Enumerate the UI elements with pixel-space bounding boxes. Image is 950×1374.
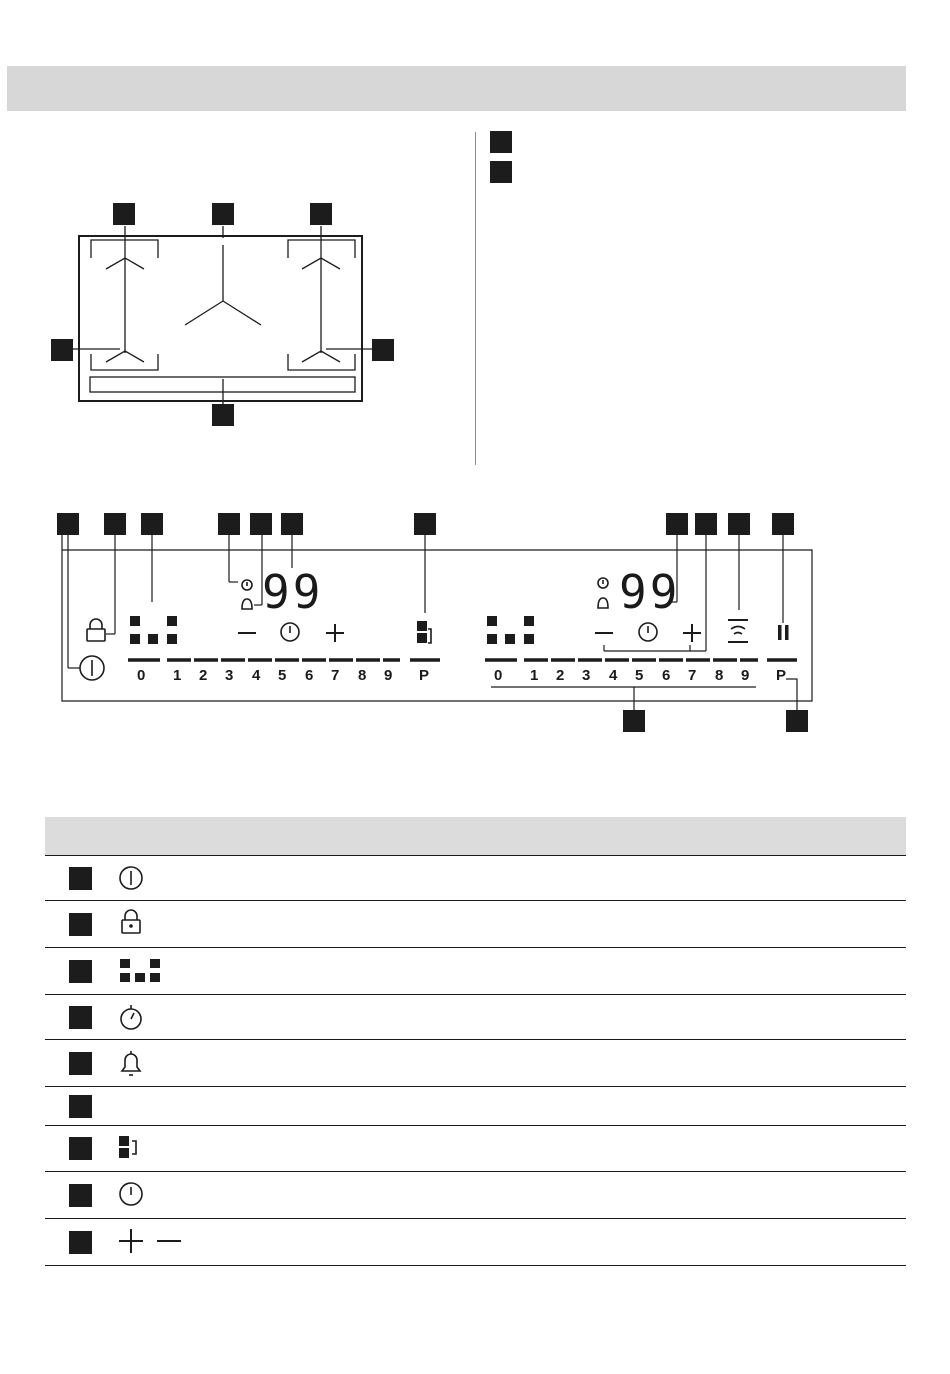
legend-table bbox=[45, 817, 906, 1266]
scale-label[interactable]: 5 bbox=[278, 667, 287, 684]
scale-label[interactable]: 1 bbox=[530, 667, 539, 684]
callout-zone-top-right bbox=[310, 203, 332, 225]
row-number-badge bbox=[69, 1137, 92, 1160]
scale-label[interactable]: 8 bbox=[358, 667, 367, 684]
table-row bbox=[45, 856, 906, 901]
zone-bridge-icon-left[interactable] bbox=[130, 616, 177, 644]
legend-table-header bbox=[45, 817, 906, 855]
row-number-badge bbox=[69, 913, 92, 936]
lock-icon bbox=[118, 901, 148, 947]
bridge-select-icon bbox=[119, 1126, 149, 1171]
scale-label[interactable]: 7 bbox=[331, 667, 340, 684]
zone-bridge-icon bbox=[120, 948, 170, 994]
table-row bbox=[45, 1219, 906, 1266]
scale-label[interactable]: 0 bbox=[494, 667, 503, 684]
scale-label[interactable]: 2 bbox=[556, 667, 565, 684]
plus-minus-icons bbox=[119, 1219, 189, 1265]
table-row bbox=[45, 995, 906, 1040]
power-scale-right bbox=[485, 667, 805, 689]
bell-icon-left bbox=[242, 599, 252, 609]
column-divider bbox=[475, 132, 476, 465]
scale-label[interactable]: 4 bbox=[252, 667, 261, 684]
legend-key-2 bbox=[490, 161, 512, 183]
power-scale-left bbox=[128, 667, 448, 689]
callout-zone-right bbox=[372, 339, 394, 361]
bridge-select-icon[interactable] bbox=[428, 629, 431, 643]
scale-label[interactable]: 7 bbox=[688, 667, 697, 684]
bridge-squares-icon[interactable] bbox=[417, 621, 427, 643]
row-number-badge bbox=[69, 867, 92, 890]
scale-label[interactable]: 9 bbox=[384, 667, 393, 684]
scale-label[interactable]: 3 bbox=[582, 667, 591, 684]
row-number-badge bbox=[69, 1006, 92, 1029]
table-row bbox=[45, 948, 906, 995]
scale-label[interactable]: 2 bbox=[199, 667, 208, 684]
bell-icon-right bbox=[598, 598, 608, 608]
table-row bbox=[45, 1087, 906, 1126]
scale-label[interactable]: 0 bbox=[137, 667, 146, 684]
timer-clock-icon bbox=[118, 1172, 148, 1218]
bell-icon bbox=[118, 1040, 148, 1086]
table-row bbox=[45, 901, 906, 948]
scale-label[interactable]: 1 bbox=[173, 667, 182, 684]
scale-label[interactable]: 3 bbox=[225, 667, 234, 684]
scale-label[interactable]: P bbox=[419, 667, 430, 684]
scale-label[interactable]: P bbox=[776, 667, 787, 684]
table-row bbox=[45, 1040, 906, 1087]
callout-control-panel bbox=[212, 404, 234, 426]
callout-zone-top-center bbox=[212, 203, 234, 225]
timer-display-left: 99 bbox=[262, 565, 324, 619]
row-number-badge bbox=[69, 1095, 92, 1118]
callout-zone-top-left bbox=[113, 203, 135, 225]
scale-label[interactable]: 6 bbox=[662, 667, 671, 684]
control-panel-diagram bbox=[0, 505, 950, 745]
zone-bridge-icon-right[interactable] bbox=[487, 616, 534, 644]
panel-icons-svg bbox=[0, 505, 950, 745]
timer-display-right: 99 bbox=[619, 565, 681, 619]
table-row bbox=[45, 1172, 906, 1219]
legend-key-1 bbox=[490, 131, 512, 153]
row-number-badge bbox=[69, 960, 92, 983]
row-number-badge bbox=[69, 1184, 92, 1207]
row-number-badge bbox=[69, 1231, 92, 1254]
scale-label[interactable]: 9 bbox=[741, 667, 750, 684]
callout-zone-left bbox=[51, 339, 73, 361]
stopwatch-icon bbox=[118, 995, 148, 1039]
scale-label[interactable]: 4 bbox=[609, 667, 618, 684]
scale-label[interactable]: 6 bbox=[305, 667, 314, 684]
scale-label[interactable]: 5 bbox=[635, 667, 644, 684]
scale-label[interactable]: 8 bbox=[715, 667, 724, 684]
row-number-badge bbox=[69, 1052, 92, 1075]
power-icon bbox=[118, 856, 148, 900]
pause-icon[interactable] bbox=[778, 625, 789, 640]
lock-icon[interactable] bbox=[87, 629, 105, 641]
table-row bbox=[45, 1126, 906, 1172]
